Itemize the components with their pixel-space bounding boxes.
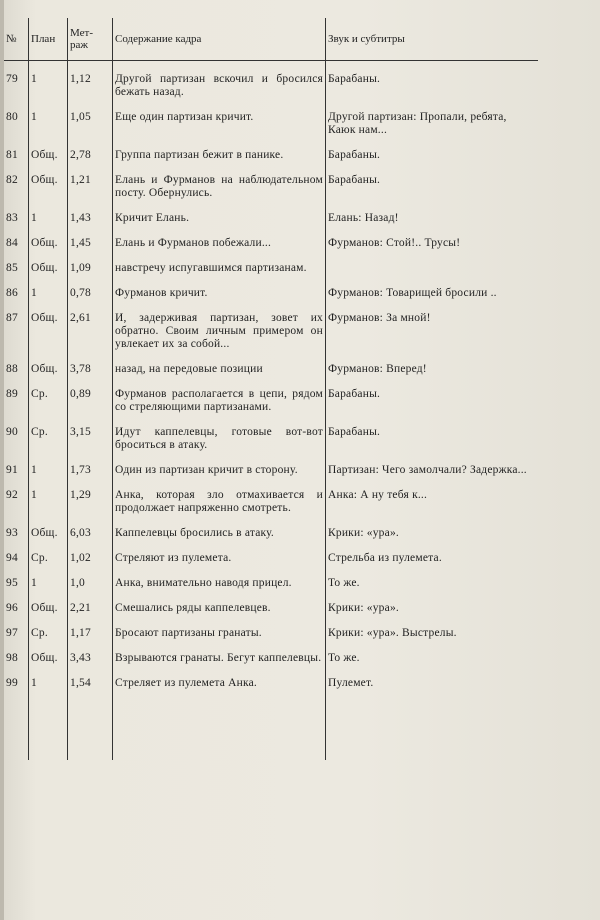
spacer-cell [113, 137, 326, 149]
shot-number: 98 [4, 652, 29, 665]
shot-plan: Общ. [29, 602, 68, 615]
spacer-cell [4, 351, 29, 363]
spacer-cell [326, 690, 539, 702]
spacer-cell [29, 225, 68, 237]
spacer-row [4, 61, 538, 74]
spacer-row [4, 376, 538, 388]
shot-plan: 1 [29, 489, 68, 515]
shot-number: 95 [4, 577, 29, 590]
spacer-cell [4, 540, 29, 552]
spacer-cell [326, 590, 539, 602]
shot-plan: 1 [29, 287, 68, 300]
shot-metrage: 6,03 [68, 527, 113, 540]
shot-sound: Фурманов: Товарищей бросили .. [328, 287, 497, 299]
shot-sound: То же. [328, 652, 360, 664]
spacer-cell [4, 376, 29, 388]
shot-metrage: 1,29 [68, 489, 113, 515]
shot-content: Фурманов располагается в цепи, рядом со стреляющими партизанами. [113, 388, 326, 414]
spacer-row [4, 162, 538, 174]
spacer-cell [68, 540, 113, 552]
spacer-cell [113, 477, 326, 489]
spacer-row [4, 565, 538, 577]
spacer-cell [326, 61, 539, 74]
table-row [4, 627, 538, 640]
shot-metrage: 2,21 [68, 602, 113, 615]
shot-metrage: 3,78 [68, 363, 113, 376]
shot-metrage: 1,05 [68, 111, 113, 137]
shot-plan: 1 [29, 577, 68, 590]
spacer-cell [4, 137, 29, 149]
shot-metrage: 1,02 [68, 552, 113, 565]
table-row [4, 527, 538, 540]
spacer-cell [68, 162, 113, 174]
shot-sound: Барабаны. [328, 426, 381, 438]
spacer-row [4, 540, 538, 552]
spacer-cell [326, 640, 539, 652]
header-metrage: Мет- раж [68, 18, 113, 61]
shot-number: 80 [4, 111, 29, 137]
spacer-cell [68, 99, 113, 111]
spacer-cell [68, 702, 113, 760]
table-row [4, 677, 538, 690]
spacer-row [4, 665, 538, 677]
spacer-cell [113, 351, 326, 363]
shot-sound: Фурманов: За мной! [328, 312, 431, 324]
shot-plan: 1 [29, 464, 68, 477]
shot-sound: Фурманов: Стой!.. Трусы! [328, 237, 461, 249]
spacer-cell [113, 300, 326, 312]
spacer-row [4, 99, 538, 111]
spacer-cell [68, 300, 113, 312]
shot-sound [326, 262, 539, 275]
shot-content: Елань и Фурманов на наблюдательном посту. Обернулись. [113, 174, 326, 200]
shot-plan: 1 [29, 677, 68, 690]
shot-content: Бросают партизаны гранаты. [113, 627, 326, 640]
shot-plan: Ср. [29, 388, 68, 414]
spacer-cell [4, 590, 29, 602]
spacer-cell [4, 615, 29, 627]
spacer-cell [29, 615, 68, 627]
table-row [4, 602, 538, 615]
shot-sound: Фурманов: Вперед! [328, 363, 427, 375]
spacer-row [4, 452, 538, 464]
spacer-cell [68, 61, 113, 74]
shot-plan: 1 [29, 73, 68, 99]
shot-metrage: 1,21 [68, 174, 113, 200]
header-plan: План [29, 18, 68, 61]
shot-content: Один из партизан кричит в сторону. [113, 464, 326, 477]
spacer-cell [4, 300, 29, 312]
spacer-cell [113, 615, 326, 627]
spacer-cell [68, 414, 113, 426]
header-number: № [4, 18, 29, 61]
spacer-cell [29, 640, 68, 652]
shot-number: 86 [4, 287, 29, 300]
shot-content: назад, на передовые позиции [113, 363, 326, 376]
shot-sound: Другой партизан: Пропали, ребята, Каюк нам... [328, 111, 507, 136]
shot-metrage: 2,61 [68, 312, 113, 351]
spacer-cell [113, 702, 326, 760]
spacer-cell [326, 275, 539, 287]
table-row [4, 73, 538, 99]
spacer-cell [68, 665, 113, 677]
spacer-cell [4, 225, 29, 237]
table-row [4, 212, 538, 225]
spacer-cell [113, 690, 326, 702]
spacer-cell [326, 414, 539, 426]
spacer-cell [326, 99, 539, 111]
spacer-cell [29, 376, 68, 388]
spacer-cell [29, 690, 68, 702]
spacer-row [4, 300, 538, 312]
spacer-row [4, 351, 538, 363]
spacer-cell [326, 200, 539, 212]
shot-content: Елань и Фурманов побежали... [113, 237, 326, 250]
spacer-cell [29, 61, 68, 74]
shot-content: Каппелевцы бросились в атаку. [113, 527, 326, 540]
table-row [4, 237, 538, 250]
spacer-cell [68, 515, 113, 527]
shot-sound: То же. [328, 577, 360, 589]
spacer-cell [29, 540, 68, 552]
spacer-cell [68, 477, 113, 489]
spacer-cell [326, 540, 539, 552]
spacer-cell [113, 61, 326, 74]
spacer-cell [326, 300, 539, 312]
spacer-cell [29, 414, 68, 426]
shot-number: 96 [4, 602, 29, 615]
spacer-cell [29, 300, 68, 312]
spacer-cell [4, 61, 29, 74]
spacer-cell [29, 162, 68, 174]
shot-content: Группа партизан бежит в панике. [113, 149, 326, 162]
spacer-cell [4, 565, 29, 577]
shot-content: Кричит Елань. [113, 212, 326, 225]
shot-plan: Общ. [29, 149, 68, 162]
spacer-cell [4, 200, 29, 212]
shot-number: 91 [4, 464, 29, 477]
screenplay-table [4, 18, 538, 760]
table-body [4, 61, 538, 761]
shot-content: Фурманов кричит. [113, 287, 326, 300]
spacer-cell [68, 137, 113, 149]
table-row [4, 552, 538, 565]
shot-content: Другой партизан вскочил и бросился бежать назад. [113, 73, 326, 99]
spacer-cell [68, 615, 113, 627]
shot-metrage: 3,43 [68, 652, 113, 665]
shot-sound: Стрельба из пулемета. [328, 552, 442, 564]
spacer-cell [4, 640, 29, 652]
shot-metrage: 1,73 [68, 464, 113, 477]
table-row [4, 174, 538, 200]
spacer-cell [326, 565, 539, 577]
shot-sound: Пулемет. [328, 677, 374, 689]
spacer-cell [113, 590, 326, 602]
spacer-cell [113, 414, 326, 426]
shot-plan: Общ. [29, 652, 68, 665]
spacer-cell [113, 99, 326, 111]
spacer-cell [68, 250, 113, 262]
spacer-row [4, 477, 538, 489]
shot-number: 89 [4, 388, 29, 414]
shot-plan: Общ. [29, 312, 68, 351]
shot-number: 85 [4, 262, 29, 275]
spacer-cell [29, 452, 68, 464]
shot-metrage: 0,78 [68, 287, 113, 300]
shot-number: 84 [4, 237, 29, 250]
spacer-cell [113, 225, 326, 237]
shot-plan: 1 [29, 111, 68, 137]
spacer-cell [113, 565, 326, 577]
spacer-cell [4, 702, 29, 760]
shot-content: навстречу испугавшимся партизанам. [113, 262, 326, 275]
shot-sound: Барабаны. [328, 174, 381, 186]
shot-plan: Общ. [29, 174, 68, 200]
spacer-cell [4, 250, 29, 262]
header-content: Содержание кадра [113, 18, 326, 61]
shot-content: Стреляют из пулемета. [113, 552, 326, 565]
shot-metrage: 1,09 [68, 262, 113, 275]
spacer-cell [326, 162, 539, 174]
spacer-cell [326, 351, 539, 363]
spacer-cell [29, 565, 68, 577]
shot-sound: Анка: А ну тебя к... [328, 489, 428, 501]
spacer-cell [29, 477, 68, 489]
spacer-cell [113, 162, 326, 174]
spacer-cell [68, 275, 113, 287]
spacer-cell [29, 250, 68, 262]
spacer-cell [4, 665, 29, 677]
shot-number: 87 [4, 312, 29, 351]
shot-content: Стреляет из пулемета Анка. [113, 677, 326, 690]
shot-metrage: 1,12 [68, 73, 113, 99]
table-row [4, 262, 538, 275]
header-row [4, 18, 538, 61]
shot-sound: Барабаны. [328, 73, 381, 85]
spacer-cell [29, 665, 68, 677]
shot-content: Смешались ряды каппелевцев. [113, 602, 326, 615]
shot-number: 97 [4, 627, 29, 640]
shot-metrage: 1,54 [68, 677, 113, 690]
spacer-row [4, 615, 538, 627]
shot-number: 99 [4, 677, 29, 690]
spacer-row [4, 690, 538, 702]
spacer-cell [29, 590, 68, 602]
shot-sound: Барабаны. [328, 149, 381, 161]
spacer-cell [29, 351, 68, 363]
table-row [4, 426, 538, 452]
spacer-row [4, 225, 538, 237]
spacer-cell [326, 477, 539, 489]
spacer-row [4, 640, 538, 652]
spacer-cell [113, 640, 326, 652]
table-row [4, 363, 538, 376]
shot-number: 81 [4, 149, 29, 162]
spacer-cell [68, 452, 113, 464]
shot-plan: 1 [29, 212, 68, 225]
spacer-cell [113, 250, 326, 262]
spacer-cell [29, 702, 68, 760]
shot-metrage: 1,17 [68, 627, 113, 640]
spacer-row [4, 200, 538, 212]
spacer-row [4, 275, 538, 287]
spacer-row [4, 414, 538, 426]
spacer-cell [113, 376, 326, 388]
shot-plan: Ср. [29, 627, 68, 640]
shot-sound: Елань: Назад! [328, 212, 399, 224]
shot-metrage: 2,78 [68, 149, 113, 162]
shot-plan: Общ. [29, 262, 68, 275]
spacer-cell [326, 515, 539, 527]
shot-plan: Общ. [29, 363, 68, 376]
shot-metrage: 1,45 [68, 237, 113, 250]
shot-content: Анка, которая зло отмахивается и продолжает напряженно смотреть. [113, 489, 326, 515]
shot-number: 94 [4, 552, 29, 565]
table-row [4, 652, 538, 665]
spacer-cell [113, 452, 326, 464]
spacer-row [4, 515, 538, 527]
shot-content: Взрываются гранаты. Бегут каппелевцы. [113, 652, 326, 665]
spacer-cell [4, 477, 29, 489]
spacer-cell [4, 99, 29, 111]
shot-metrage: 0,89 [68, 388, 113, 414]
table-row [4, 577, 538, 590]
shot-metrage: 1,43 [68, 212, 113, 225]
spacer-cell [4, 275, 29, 287]
spacer-cell [113, 275, 326, 287]
spacer-cell [326, 702, 539, 760]
table-row [4, 149, 538, 162]
spacer-cell [4, 690, 29, 702]
spacer-cell [326, 225, 539, 237]
spacer-cell [326, 665, 539, 677]
spacer-row [4, 250, 538, 262]
spacer-row [4, 590, 538, 602]
shot-content: Анка, внимательно наводя прицел. [113, 577, 326, 590]
spacer-cell [29, 137, 68, 149]
shot-sound: Крики: «ура». [328, 527, 399, 539]
spacer-row [4, 137, 538, 149]
spacer-cell [68, 351, 113, 363]
spacer-cell [29, 200, 68, 212]
spacer-cell [29, 515, 68, 527]
shot-content: Еще один партизан кричит. [113, 111, 326, 137]
shot-plan: Общ. [29, 527, 68, 540]
shot-sound: Крики: «ура». [328, 602, 399, 614]
shot-number: 93 [4, 527, 29, 540]
spacer-cell [113, 515, 326, 527]
spacer-cell [326, 137, 539, 149]
spacer-cell [326, 376, 539, 388]
spacer-cell [326, 615, 539, 627]
tail-row [4, 702, 538, 760]
table-row [4, 464, 538, 477]
shot-sound: Крики: «ура». Выстрелы. [328, 627, 457, 639]
table-row [4, 489, 538, 515]
shot-plan: Общ. [29, 237, 68, 250]
spacer-cell [68, 565, 113, 577]
shot-number: 79 [4, 73, 29, 99]
spacer-cell [326, 452, 539, 464]
header-sound: Звук и субтитры [326, 18, 539, 61]
shot-metrage: 1,0 [68, 577, 113, 590]
spacer-cell [4, 452, 29, 464]
shot-content: Идут каппелевцы, готовые вот-вот броситься в атаку. [113, 426, 326, 452]
shot-content: И, задерживая партизан, зовет их обратно. Своим личным примером он увлекает их за собой... [113, 312, 326, 351]
shot-number: 82 [4, 174, 29, 200]
spacer-cell [68, 640, 113, 652]
shot-plan: Ср. [29, 552, 68, 565]
spacer-cell [29, 99, 68, 111]
shot-plan: Ср. [29, 426, 68, 452]
shot-number: 83 [4, 212, 29, 225]
spacer-cell [4, 414, 29, 426]
spacer-cell [4, 162, 29, 174]
shot-number: 90 [4, 426, 29, 452]
spacer-cell [68, 200, 113, 212]
table-row [4, 287, 538, 300]
spacer-cell [113, 665, 326, 677]
spacer-cell [4, 515, 29, 527]
spacer-cell [68, 590, 113, 602]
shot-number: 88 [4, 363, 29, 376]
spacer-cell [113, 200, 326, 212]
shot-number: 92 [4, 489, 29, 515]
shot-sound: Партизан: Чего замолчали? Задержка... [328, 464, 527, 476]
table-row [4, 388, 538, 414]
shot-metrage: 3,15 [68, 426, 113, 452]
shot-sound: Барабаны. [328, 388, 381, 400]
table-row [4, 312, 538, 351]
spacer-cell [29, 275, 68, 287]
spacer-cell [68, 690, 113, 702]
table-row [4, 111, 538, 137]
spacer-cell [68, 225, 113, 237]
spacer-cell [68, 376, 113, 388]
spacer-cell [326, 250, 539, 262]
spacer-cell [113, 540, 326, 552]
